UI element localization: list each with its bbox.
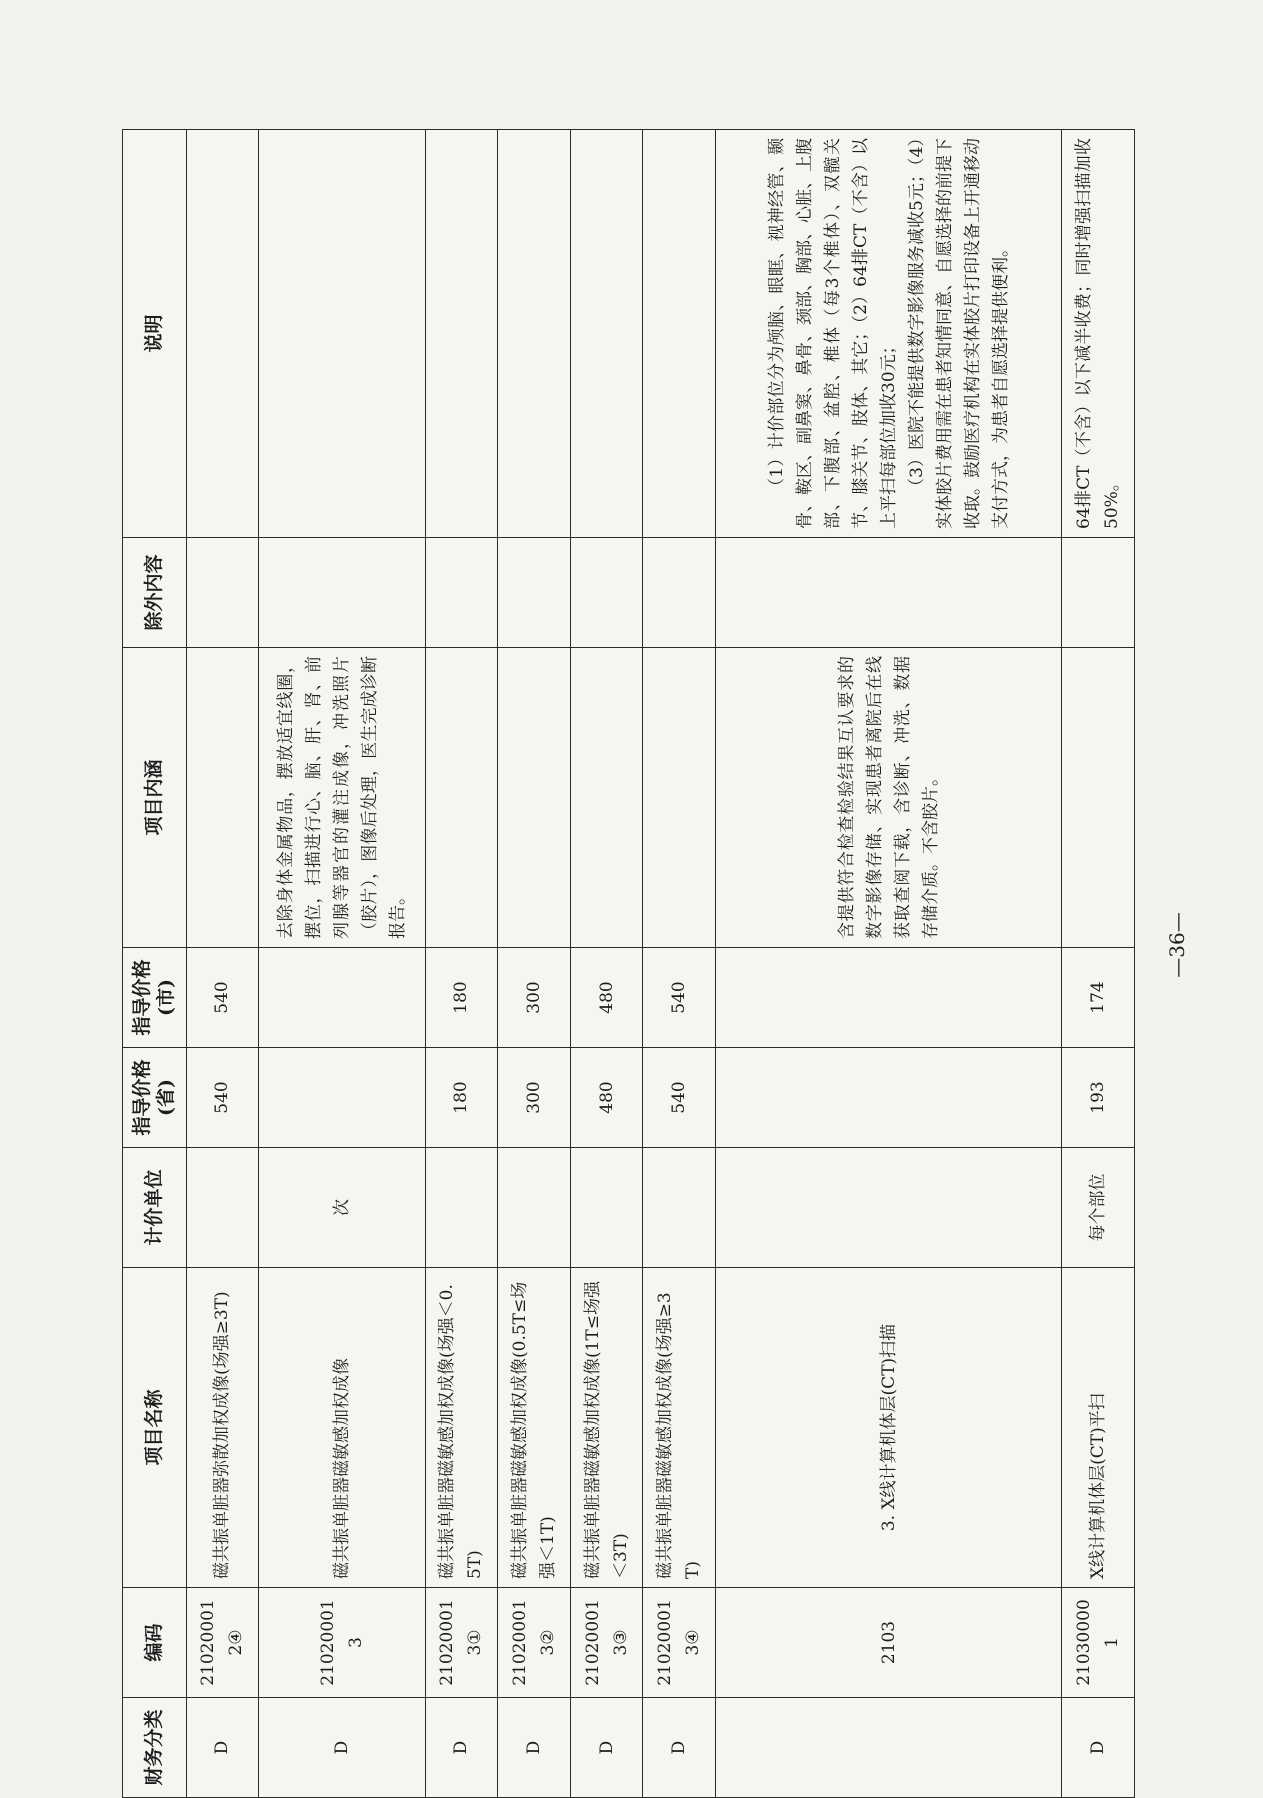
cell-category: D (570, 1698, 643, 1798)
cell-price-city (716, 948, 1062, 1048)
cell-excluded (570, 538, 643, 648)
cell-notes (570, 130, 643, 538)
header-price-prov: 指导价格 (省) (123, 1048, 187, 1148)
section-notes-part-1: （1）计价部位分为颅脑、眼眶、视神经管、颞骨、鞍区、副鼻窦、鼻骨、颈部、胸部、心脏、上腹部、下腹部、盆腔、椎体（每3个椎体）、双髋关节、膝关节、肢体、其它；（2）64排CT（不含）以上平扫每部位加收30元； (766, 138, 899, 529)
cell-price-prov: 180 (425, 1048, 498, 1148)
cell-price-prov: 480 (570, 1048, 643, 1148)
cell-content (643, 648, 716, 948)
header-name: 项目名称 (123, 1268, 187, 1588)
cell-content: 含提供符合检查检验结果互认要求的数字影像存储、实现患者离院后在线获取查阅下载，含诊断、冲洗、数据存储介质。不含胶片。 (716, 648, 1062, 948)
cell-code: 210200012④ (186, 1588, 259, 1698)
cell-notes (643, 130, 716, 538)
cell-excluded (425, 538, 498, 648)
cell-name: 磁共振单脏器磁敏感加权成像 (259, 1268, 425, 1588)
cell-excluded (186, 538, 259, 648)
cell-category: D (498, 1698, 571, 1798)
cell-excluded (259, 538, 425, 648)
cell-notes: 64排CT（不含）以下减半收费；同时增强扫描加收50%。 (1062, 130, 1135, 538)
cell-code: 210200013③ (570, 1588, 643, 1698)
cell-content (425, 648, 498, 948)
cell-price-city (259, 948, 425, 1048)
cell-code: 210200013② (498, 1588, 571, 1698)
cell-category: D (186, 1698, 259, 1798)
cell-code: 210300001 (1062, 1588, 1135, 1698)
cell-price-prov (716, 1048, 1062, 1148)
cell-code: 210200013④ (643, 1588, 716, 1698)
cell-price-city: 180 (425, 948, 498, 1048)
cell-content (1062, 648, 1135, 948)
cell-category: D (643, 1698, 716, 1798)
table-row (1062, 130, 1135, 1798)
table-header-row (123, 130, 187, 1798)
cell-excluded (1062, 538, 1135, 648)
cell-unit: 次 (259, 1148, 425, 1268)
cell-price-city: 540 (186, 948, 259, 1048)
cell-price-city: 540 (643, 948, 716, 1048)
cell-price-prov: 540 (186, 1048, 259, 1148)
header-unit: 计价单位 (123, 1148, 187, 1268)
cell-name: 磁共振单脏器磁敏感加权成像(0.5T≤场强＜1T) (498, 1268, 571, 1588)
cell-unit (643, 1148, 716, 1268)
cell-name: 磁共振单脏器弥散加权成像(场强≥3T) (186, 1268, 259, 1588)
page-number (1162, 905, 1192, 985)
header-excluded: 除外内容 (123, 538, 187, 648)
table-row (186, 130, 259, 1798)
cell-category (716, 1698, 1062, 1798)
table-row (259, 130, 425, 1798)
cell-content (186, 648, 259, 948)
cell-content: 去除身体金属物品，摆放适宜线圈，摆位，扫描进行心、脑、肝、肾、前列腺等器官的灌注成像，冲洗照片（胶片），图像后处理，医生完成诊断报告。 (259, 648, 425, 948)
header-notes: 说明 (123, 130, 187, 538)
page-number-text: —36— (1165, 912, 1189, 978)
cell-unit (570, 1148, 643, 1268)
header-code: 编码 (123, 1588, 187, 1698)
cell-price-city: 300 (498, 948, 571, 1048)
price-table (122, 129, 1135, 1798)
cell-notes (186, 130, 259, 538)
cell-name: 3. X线计算机体层(CT)扫描 (716, 1268, 1062, 1588)
cell-price-prov: 300 (498, 1048, 571, 1148)
rotated-table-container (122, 130, 1135, 1798)
cell-notes (716, 130, 1062, 538)
cell-code: 2103 (716, 1588, 1062, 1698)
cell-category: D (259, 1698, 425, 1798)
cell-unit (498, 1148, 571, 1268)
cell-unit: 每个部位 (1062, 1148, 1135, 1268)
cell-category: D (425, 1698, 498, 1798)
cell-excluded (716, 538, 1062, 648)
table-row (425, 130, 498, 1798)
table-row (643, 130, 716, 1798)
cell-code: 210200013① (425, 1588, 498, 1698)
cell-unit (425, 1148, 498, 1268)
header-category: 财务分类 (123, 1698, 187, 1798)
cell-price-city: 480 (570, 948, 643, 1048)
cell-name: 磁共振单脏器磁敏感加权成像(场强≥3T) (643, 1268, 716, 1588)
cell-name: 磁共振单脏器磁敏感加权成像(场强＜0.5T) (425, 1268, 498, 1588)
cell-content (570, 648, 643, 948)
section-notes-part-2: （3）医院不能提供数字影像服务减收5元；（4）实体胶片费用需在患者知情同意、自愿选择的前提下收取。鼓励医疗机构在实体胶片打印设备上开通移动支付方式，为患者自愿选择提供便利。 (906, 138, 1011, 529)
table-row (498, 130, 571, 1798)
header-content: 项目内涵 (123, 648, 187, 948)
cell-name: X线计算机体层(CT)平扫 (1062, 1268, 1135, 1588)
cell-content (498, 648, 571, 948)
cell-price-prov: 540 (643, 1048, 716, 1148)
table-row (570, 130, 643, 1798)
cell-price-prov (259, 1048, 425, 1148)
cell-unit (186, 1148, 259, 1268)
cell-notes (498, 130, 571, 538)
cell-price-city: 174 (1062, 948, 1135, 1048)
cell-category: D (1062, 1698, 1135, 1798)
header-price-city: 指导价格 (市) (123, 948, 187, 1048)
cell-notes (259, 130, 425, 538)
cell-name: 磁共振单脏器磁敏感加权成像(1T≤场强＜3T) (570, 1268, 643, 1588)
cell-excluded (498, 538, 571, 648)
cell-excluded (643, 538, 716, 648)
cell-notes (425, 130, 498, 538)
cell-price-prov: 193 (1062, 1048, 1135, 1148)
cell-unit (716, 1148, 1062, 1268)
cell-code: 210200013 (259, 1588, 425, 1698)
table-row-section (716, 130, 1062, 1798)
